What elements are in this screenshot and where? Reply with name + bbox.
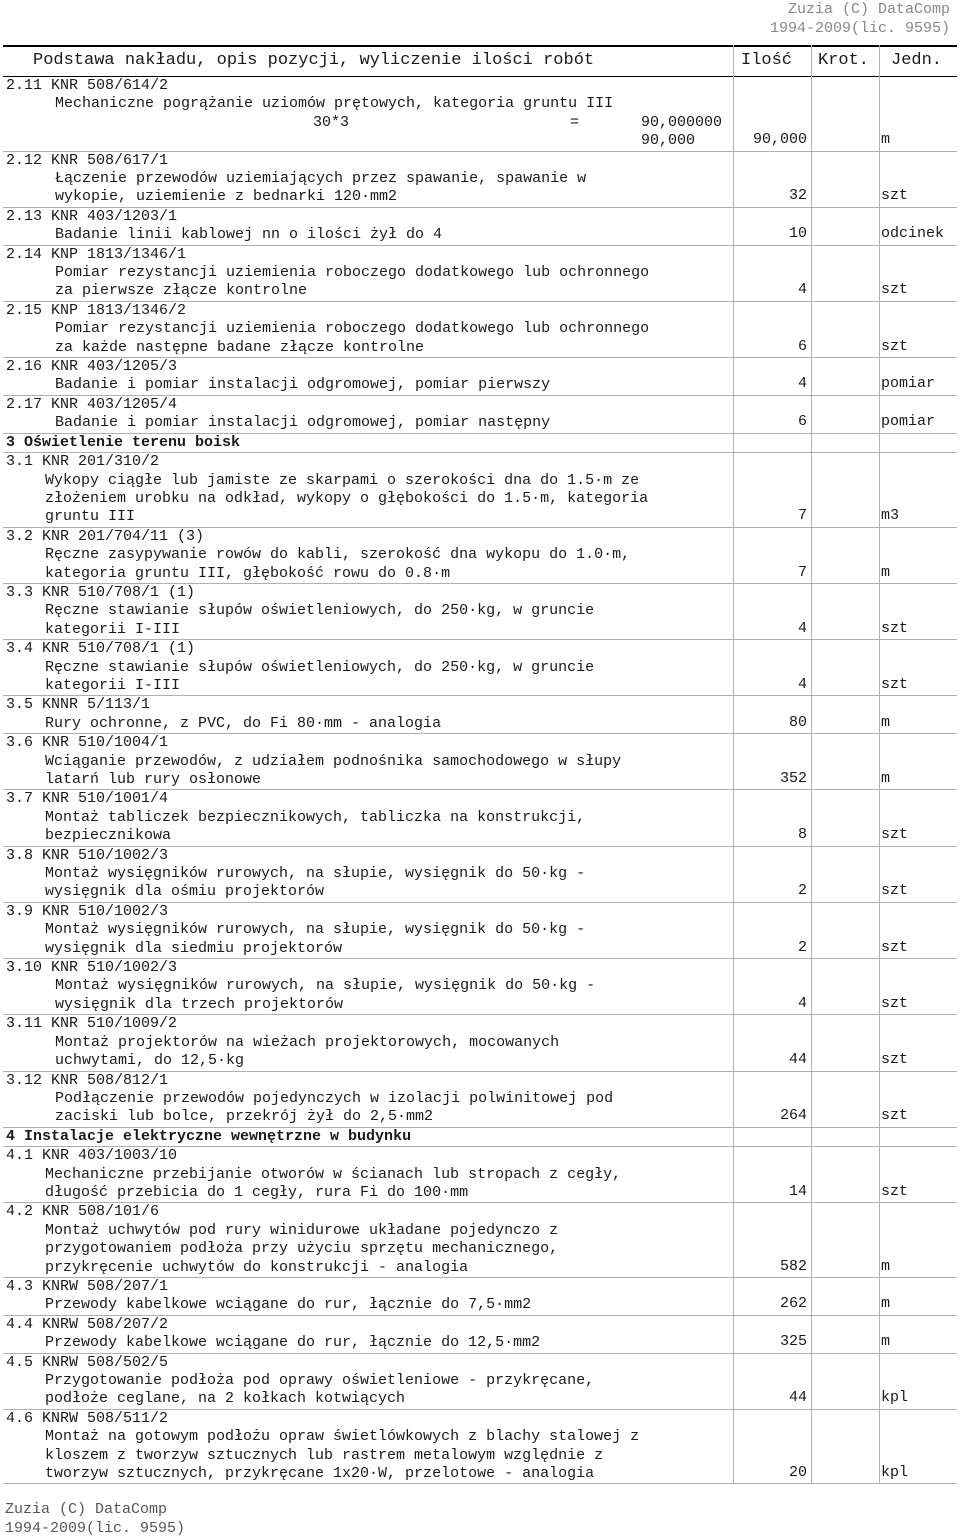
item-description-line: Ręczne zasypywanie rowów do kabli, szerokość dna wykopu do 1.0·m, bbox=[45, 546, 631, 564]
item-description-line: wykopie, uziemienie z bednarki 120·mm2 bbox=[55, 188, 398, 206]
table-row bbox=[3, 1015, 957, 1071]
item-description-line: złożeniem urobku na odkład, wykopy o głębokości do 1.5·m, kategoria bbox=[45, 489, 649, 507]
item-code: 4.3 KNRW 508/207/1 bbox=[6, 1277, 169, 1295]
table-row bbox=[3, 1203, 957, 1278]
item-unit: szt bbox=[881, 994, 909, 1012]
item-unit: szt bbox=[881, 675, 909, 693]
column-divider bbox=[811, 45, 812, 1484]
item-code: 4.6 KNRW 508/511/2 bbox=[6, 1409, 169, 1427]
item-description-line: Przewody kabelkowe wciągane do rur, łącznie do 12,5·mm2 bbox=[45, 1334, 541, 1352]
table-row bbox=[3, 584, 957, 640]
calculation-line bbox=[3, 114, 957, 132]
item-description-line: Badanie i pomiar instalacji odgromowej, pomiar pierwszy bbox=[55, 376, 551, 394]
item-unit: m bbox=[881, 713, 891, 731]
item-code: 2.17 KNR 403/1205/4 bbox=[6, 395, 178, 413]
item-quantity: 4 bbox=[797, 375, 807, 393]
calc-eq: = bbox=[570, 113, 580, 131]
item-unit: odcinek bbox=[881, 225, 945, 243]
item-quantity: 264 bbox=[779, 1107, 807, 1125]
item-code: 2.16 KNR 403/1205/3 bbox=[6, 358, 178, 376]
item-description-line: Montaż uchwytów pod rury winidurowe układane pojedynczo z bbox=[45, 1221, 559, 1239]
item-quantity: 7 bbox=[797, 563, 807, 581]
item-unit: szt bbox=[881, 1051, 909, 1069]
table-row bbox=[3, 734, 957, 790]
item-quantity: 582 bbox=[779, 1257, 807, 1275]
item-unit: szt bbox=[881, 826, 909, 844]
item-quantity: 10 bbox=[788, 225, 807, 243]
item-description-line: za pierwsze złącze kontrolne bbox=[55, 282, 308, 300]
section-heading: 4 Instalacje elektryczne wewnętrzne w budynku bbox=[3, 1128, 957, 1147]
item-description-line: Wykopy ciągłe lub jamiste ze skarpami o szerokości dna do 1.5·m ze bbox=[45, 471, 640, 489]
item-unit: szt bbox=[881, 882, 909, 900]
table-row bbox=[3, 640, 957, 696]
item-code: 3.7 KNR 510/1001/4 bbox=[6, 790, 169, 808]
table-row bbox=[3, 358, 957, 396]
item-quantity: 6 bbox=[797, 337, 807, 355]
item-description-line: Montaż wysięgników rurowych, na słupie, wysięgnik do 50·kg - bbox=[45, 921, 586, 939]
item-code: 3.5 KNNR 5/113/1 bbox=[6, 696, 151, 714]
item-description-line: kategorii I-III bbox=[45, 620, 181, 638]
watermark-line1: Zuzia (C) DataComp bbox=[5, 1501, 168, 1518]
column-divider bbox=[879, 45, 880, 1484]
item-description-line: przygotowaniem podłoża przy użyciu sprzętu mechanicznego, bbox=[45, 1240, 559, 1258]
item-unit: m bbox=[881, 1333, 891, 1351]
header-description: Podstawa nakładu, opis pozycji, wyliczenie ilości robót bbox=[33, 51, 595, 70]
table-row bbox=[3, 396, 957, 434]
item-description-line: zaciski lub bolce, przekrój żył do 2,5·mm2 bbox=[55, 1108, 434, 1126]
item-description-line: Pomiar rezystancji uziemienia roboczego dodatkowego lub ochronnego bbox=[55, 320, 650, 338]
item-description-line: Montaż projektorów na wieżach projektorowych, mocowanych bbox=[55, 1033, 560, 1051]
item-quantity: 325 bbox=[779, 1333, 807, 1351]
item-description-line: uchwytami, do 12,5·kg bbox=[55, 1052, 245, 1070]
item-code: 3.4 KNR 510/708/1 (1) bbox=[6, 640, 196, 658]
item-description-line: gruntu III bbox=[45, 508, 136, 526]
item-code: 2.11 KNR 508/614/2 bbox=[6, 77, 169, 94]
item-code: 3.11 KNR 510/1009/2 bbox=[6, 1015, 178, 1033]
item-quantity: 352 bbox=[779, 770, 807, 787]
table-row bbox=[3, 453, 957, 528]
column-divider bbox=[733, 45, 734, 1484]
item-code: 3.10 KNR 510/1002/3 bbox=[6, 959, 178, 977]
item-unit: kpl bbox=[881, 1464, 909, 1482]
item-description-line: Wciąganie przewodów, z udziałem podnośnika samochodowego w słupy bbox=[45, 752, 622, 770]
table-row bbox=[3, 1354, 957, 1410]
table-row bbox=[3, 903, 957, 959]
item-description-line: długość przebicia do 1 cegły, rura Fi do 100·mm bbox=[45, 1183, 469, 1201]
table-row bbox=[3, 696, 957, 734]
item-description-line: Pomiar rezystancji uziemienia roboczego dodatkowego lub ochronnego bbox=[55, 264, 650, 282]
item-code: 3.9 KNR 510/1002/3 bbox=[6, 902, 169, 920]
item-description-line: Mechaniczne pogrążanie uziomów prętowych, kategoria gruntu III bbox=[55, 95, 614, 113]
item-unit: szt bbox=[881, 1107, 909, 1125]
item-quantity: 262 bbox=[779, 1295, 807, 1313]
calc-expr: 30*3 bbox=[313, 113, 350, 131]
table-row bbox=[3, 77, 957, 152]
item-description-line: Łączenie przewodów uziemiających przez spawanie, spawanie w bbox=[55, 170, 587, 187]
item-description-line: przykręcenie uchwytów do konstrukcji - analogia bbox=[45, 1258, 469, 1276]
item-unit: m bbox=[881, 1257, 891, 1275]
item-code: 2.12 KNR 508/617/1 bbox=[6, 151, 169, 169]
table-row bbox=[3, 1316, 957, 1354]
table-body bbox=[3, 77, 957, 1484]
header-quantity: Ilość bbox=[741, 51, 793, 70]
item-unit: kpl bbox=[881, 1389, 909, 1407]
table-row bbox=[3, 1147, 957, 1203]
item-code: 3.1 KNR 201/310/2 bbox=[6, 453, 160, 471]
item-description-line: wysięgnik dla siedmiu projektorów bbox=[45, 939, 343, 957]
item-quantity: 90,000 bbox=[752, 131, 807, 149]
table-row bbox=[3, 528, 957, 584]
table-row bbox=[3, 847, 957, 903]
item-code: 4.5 KNRW 508/502/5 bbox=[6, 1353, 169, 1371]
item-unit: szt bbox=[881, 281, 909, 299]
item-unit: szt bbox=[881, 1182, 909, 1200]
item-code: 3.8 KNR 510/1002/3 bbox=[6, 846, 169, 864]
section-heading: 3 Oświetlenie terenu boisk bbox=[3, 434, 957, 453]
item-description-line: kategoria gruntu III, głębokość rowu do 0.8·m bbox=[45, 564, 451, 582]
item-quantity: 80 bbox=[788, 713, 807, 731]
item-unit: m bbox=[881, 131, 891, 149]
watermark-line2: 1994-2009(lic. 9595) bbox=[5, 1520, 186, 1537]
item-code: 3.6 KNR 510/1004/1 bbox=[6, 734, 169, 752]
item-description-line: Przewody kabelkowe wciągane do rur, łącznie do 7,5·mm2 bbox=[45, 1296, 532, 1314]
item-unit: szt bbox=[881, 187, 909, 205]
item-unit: m bbox=[881, 563, 891, 581]
header-multiplier: Krot. bbox=[818, 51, 870, 70]
table-row bbox=[3, 152, 957, 208]
item-description-line: Badanie linii kablowej nn o ilości żył do 4 bbox=[55, 226, 443, 244]
item-description-line: wysięgnik dla trzech projektorów bbox=[55, 995, 344, 1013]
item-unit: pomiar bbox=[881, 413, 936, 431]
item-description-line: Rury ochronne, z PVC, do Fi 80·mm - analogia bbox=[45, 714, 442, 732]
item-description-line: latarń lub rury osłonowe bbox=[45, 771, 262, 788]
item-quantity: 4 bbox=[797, 675, 807, 693]
item-code: 3.12 KNR 508/812/1 bbox=[6, 1071, 169, 1089]
item-code: 4.4 KNRW 508/207/2 bbox=[6, 1315, 169, 1333]
table-row bbox=[3, 959, 957, 1015]
item-quantity: 7 bbox=[797, 507, 807, 525]
item-description-line: bezpiecznikowa bbox=[45, 827, 172, 845]
item-description-line: Montaż wysięgników rurowych, na słupie, wysięgnik do 50·kg - bbox=[55, 977, 596, 995]
header-unit: Jedn. bbox=[891, 51, 943, 70]
table-row bbox=[3, 1410, 957, 1485]
calculation-sum-line bbox=[3, 132, 957, 150]
watermark-top bbox=[770, 0, 950, 38]
item-unit: m bbox=[881, 770, 891, 787]
table-row bbox=[3, 246, 957, 302]
item-description-line: Mechaniczne przebijanie otworów w ścianach lub stropach z cegły, bbox=[45, 1165, 622, 1183]
item-quantity: 2 bbox=[797, 938, 807, 956]
calc-sum: 90,000 bbox=[641, 132, 696, 150]
watermark-line2: 1994-2009(lic. 9595) bbox=[769, 20, 950, 37]
item-description-line: wysięgnik dla ośmiu projektorów bbox=[45, 883, 325, 901]
item-unit: pomiar bbox=[881, 375, 936, 393]
item-description-line: za każde następne badane złącze kontrolne bbox=[55, 338, 425, 356]
item-description-line: Podłączenie przewodów pojedynczych w izolacji polwinitowej pod bbox=[55, 1089, 614, 1107]
watermark-bottom bbox=[5, 1500, 185, 1538]
item-description-line: Montaż na gotowym podłożu opraw świetlówkowych z blachy stalowej z bbox=[45, 1428, 640, 1446]
item-quantity: 44 bbox=[788, 1051, 807, 1069]
item-description-line: kategorii I-III bbox=[45, 676, 181, 694]
item-code: 3.3 KNR 510/708/1 (1) bbox=[6, 583, 196, 601]
calc-val: 90,000000 bbox=[641, 113, 723, 131]
item-code: 3.2 KNR 201/704/11 (3) bbox=[6, 527, 205, 545]
item-quantity: 4 bbox=[797, 619, 807, 637]
item-description-line: podłoże ceglane, na 2 kołkach kotwiących bbox=[45, 1390, 406, 1408]
item-quantity: 44 bbox=[788, 1389, 807, 1407]
table-row bbox=[3, 302, 957, 358]
item-description-line: tworzyw sztucznych, przykręcane 1x20·W, przelotowe - analogia bbox=[45, 1465, 595, 1483]
table-row bbox=[3, 1278, 957, 1316]
item-code: 2.13 KNR 403/1203/1 bbox=[6, 207, 178, 225]
item-description-line: Ręczne stawianie słupów oświetleniowych, do 250·kg, w gruncie bbox=[45, 658, 595, 676]
table-row bbox=[3, 790, 957, 846]
item-code: 2.14 KNP 1813/1346/1 bbox=[6, 245, 187, 263]
item-quantity: 14 bbox=[788, 1182, 807, 1200]
item-description-line: Ręczne stawianie słupów oświetleniowych, do 250·kg, w gruncie bbox=[45, 602, 595, 620]
item-unit: m bbox=[881, 1295, 891, 1313]
cost-estimate-table bbox=[3, 45, 957, 1484]
item-quantity: 4 bbox=[797, 281, 807, 299]
item-description-line: Montaż wysięgników rurowych, na słupie, wysięgnik do 50·kg - bbox=[45, 865, 586, 883]
item-quantity: 4 bbox=[797, 994, 807, 1012]
item-quantity: 6 bbox=[797, 413, 807, 431]
table-row bbox=[3, 208, 957, 246]
item-quantity: 8 bbox=[797, 826, 807, 844]
item-unit: szt bbox=[881, 938, 909, 956]
item-quantity: 2 bbox=[797, 882, 807, 900]
item-description-line: Montaż tabliczek bezpiecznikowych, tabliczka na konstrukcji, bbox=[45, 808, 586, 826]
item-code: 2.15 KNP 1813/1346/2 bbox=[6, 301, 187, 319]
item-description-line: Badanie i pomiar instalacji odgromowej, pomiar następny bbox=[55, 414, 551, 432]
item-quantity: 32 bbox=[788, 187, 807, 205]
item-unit: szt bbox=[881, 619, 909, 637]
table-header bbox=[3, 45, 957, 77]
item-quantity: 20 bbox=[788, 1464, 807, 1482]
item-unit: m3 bbox=[881, 507, 900, 525]
item-description-line: kloszem z tworzyw sztucznych lub rastrem metalowym względnie z bbox=[45, 1446, 604, 1464]
watermark-line1: Zuzia (C) DataComp bbox=[787, 1, 950, 18]
item-code: 4.1 KNR 403/1003/10 bbox=[6, 1147, 178, 1165]
item-code: 4.2 KNR 508/101/6 bbox=[6, 1203, 160, 1221]
item-unit: szt bbox=[881, 337, 909, 355]
table-row bbox=[3, 1072, 957, 1128]
item-description-line: Przygotowanie podłoża pod oprawy oświetleniowe - przykręcane, bbox=[45, 1372, 595, 1389]
